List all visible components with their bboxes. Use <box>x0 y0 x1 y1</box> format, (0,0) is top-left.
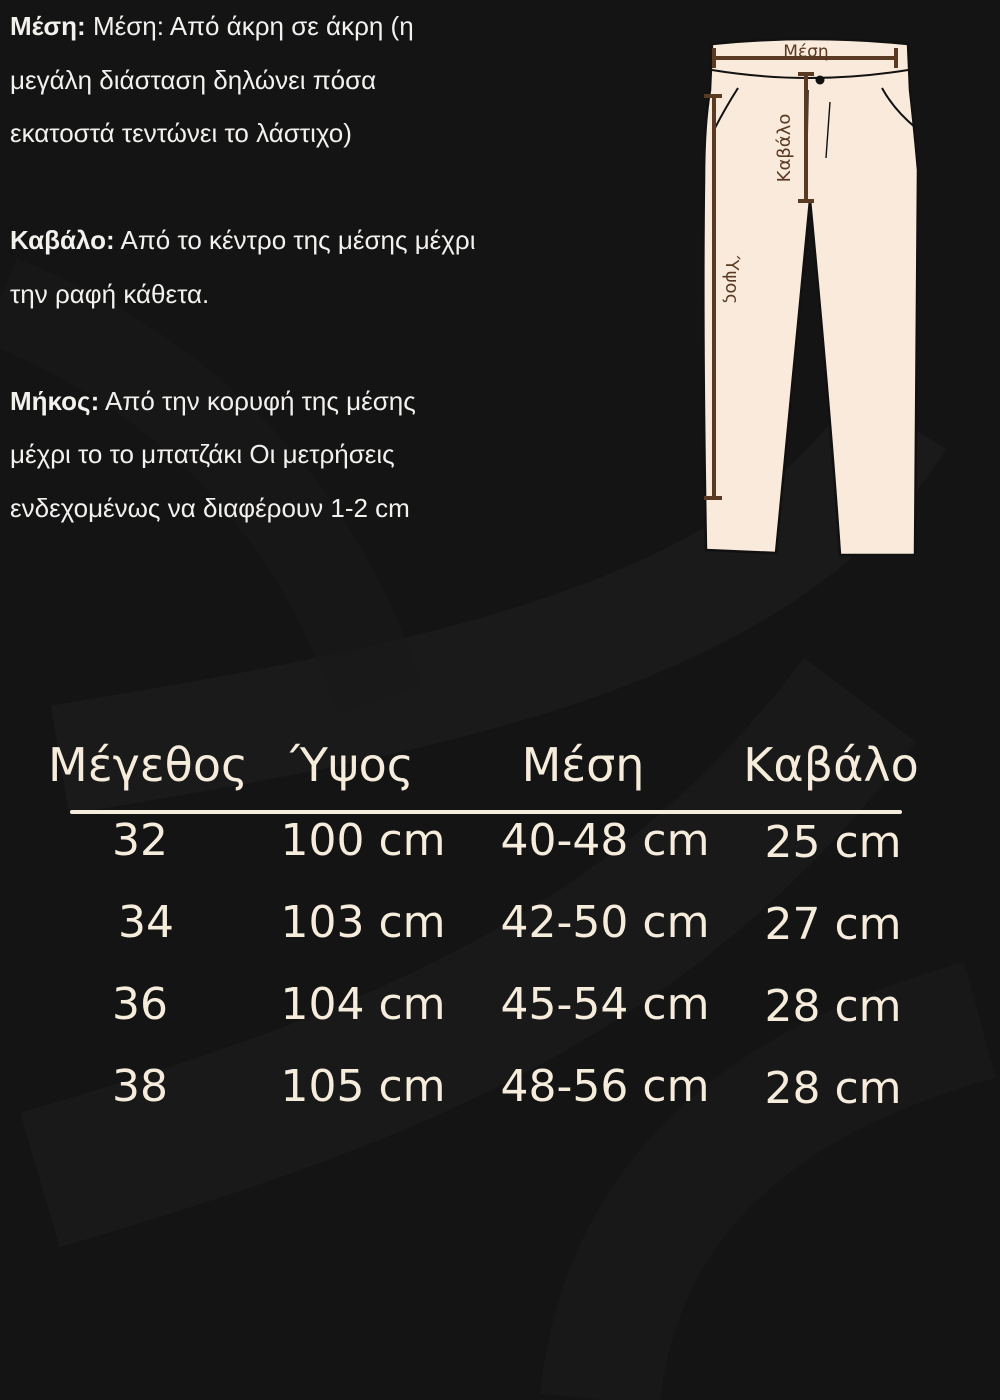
row-3-rise: 28 cm <box>764 981 902 1032</box>
row-4-waist: 48-56 cm <box>500 1061 710 1112</box>
header-height: Ύψος <box>290 738 414 792</box>
header-waist: Μέση <box>521 738 645 792</box>
row-2-rise: 27 cm <box>764 899 902 950</box>
row-2-size: 34 <box>118 897 174 948</box>
waist-instruction: Μέση: Μέση: Από άκρη σε άκρη (η μεγάλη διάσταση δηλώνει πόσα εκατοστά τεντώνει το λάστιχο) <box>10 11 414 148</box>
header-divider <box>70 810 902 814</box>
header-rise: Καβάλο <box>743 738 919 792</box>
button-icon <box>816 76 825 85</box>
row-1-waist: 40-48 cm <box>500 815 710 866</box>
rise-label: Καβάλο <box>774 113 795 183</box>
row-4-height: 105 cm <box>280 1061 446 1112</box>
row-3-waist: 45-54 cm <box>500 979 710 1030</box>
row-3-size: 36 <box>112 979 168 1030</box>
row-1-height: 100 cm <box>280 815 446 866</box>
row-4-rise: 28 cm <box>764 1063 902 1114</box>
header-size: Μέγεθος <box>48 738 248 792</box>
height-label: Ύψος <box>721 255 742 305</box>
row-2-height: 103 cm <box>280 897 446 948</box>
row-1-rise: 25 cm <box>764 817 902 868</box>
length-instruction: Μήκος: Από την κορυφή της μέσης μέχρι το το μπατζάκι Οι μετρήσεις ενδεχομένως να διαφέρουν 1-2 cm <box>10 385 416 523</box>
pants-measurement-diagram <box>690 30 930 570</box>
row-4-size: 38 <box>112 1061 168 1112</box>
measurement-instructions <box>10 0 480 535</box>
row-3-height: 104 cm <box>280 979 446 1030</box>
row-2-waist: 42-50 cm <box>500 897 710 948</box>
row-1-size: 32 <box>112 815 168 866</box>
size-table <box>40 720 940 1140</box>
waist-label: Μέση <box>783 42 829 62</box>
rise-instruction: Καβάλο: Από το κέντρο της μέσης μέχρι την ραφή κάθετα. <box>10 225 476 309</box>
